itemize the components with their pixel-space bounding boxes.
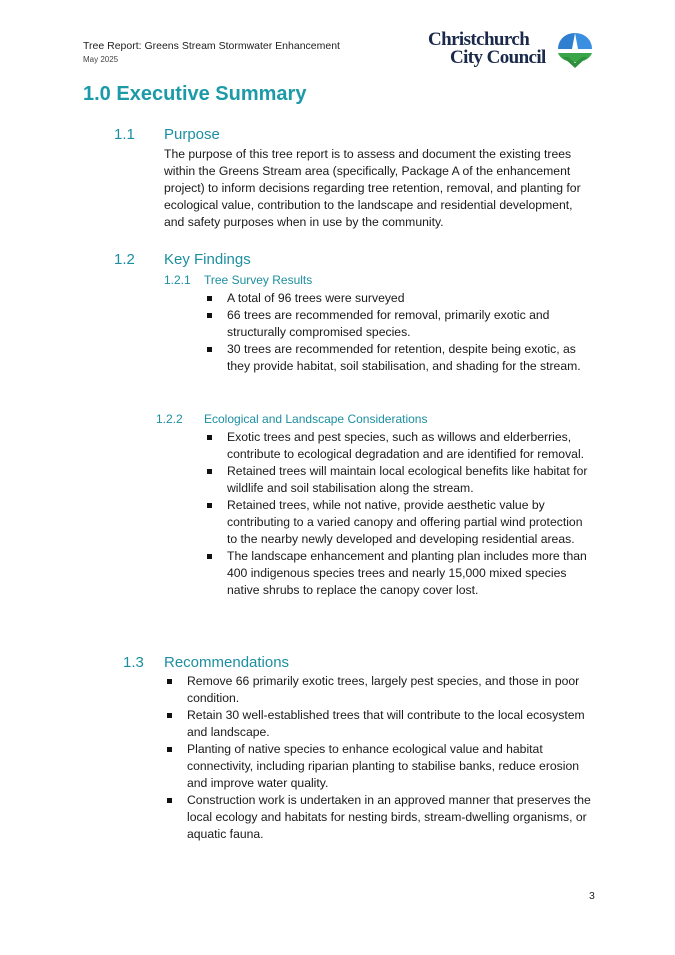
purpose-paragraph: The purpose of this tree report is to assess and document the existing trees within the Greens Stream area (specifically, Package A of the enhancement project) to inform decisions regarding tree retention, removal, and planting for ecological value, contribution to the landscape and residential development, and safety purposes when in use by the community.: [164, 147, 581, 229]
list-item: Exotic trees and pest species, such as willows and elderberries, contribute to ecological degradation and are identified for removal.: [206, 429, 596, 463]
list-item: Retained trees, while not native, provide aesthetic value by contributing to a varied canopy and offering partial wind protection to the nearby newly developed and developing residential areas.: [206, 497, 596, 548]
section-number-1-1: 1.1: [114, 126, 135, 143]
list-item: 66 trees are recommended for removal, primarily exotic and structurally compromised species.: [206, 307, 596, 341]
section-number-1-2: 1.2: [114, 251, 135, 268]
subsection-title-tree-survey: Tree Survey Results: [204, 273, 313, 287]
page-header: [83, 40, 340, 64]
ecological-bullet-list: [206, 429, 596, 599]
list-item: Retained trees will maintain local ecological benefits like habitat for wildlife and soil stabilisation along the stream.: [206, 463, 596, 497]
report-date: May 2025: [83, 55, 119, 64]
list-item: The landscape enhancement and planting plan includes more than 400 indigenous species trees and nearly 15,000 mixed species native shrubs to replace the canopy cover lost.: [206, 548, 596, 599]
list-item: Construction work is undertaken in an approved manner that preserves the local ecology and habitats for nesting birds, stream-dwelling organisms, or aquatic fauna.: [166, 792, 598, 843]
list-item: Retain 30 well-established trees that will contribute to the local ecosystem and landscape.: [166, 707, 598, 741]
section-title-recommendations: Recommendations: [164, 654, 290, 671]
council-logo: [428, 29, 596, 71]
list-item: Remove 66 primarily exotic trees, largely pest species, and those in poor condition.: [166, 673, 598, 707]
section-title-purpose: Purpose: [164, 126, 220, 143]
section-number-1-3: 1.3: [123, 654, 144, 671]
survey-bullet-list: [206, 290, 596, 375]
subsection-title-ecological: Ecological and Landscape Considerations: [204, 412, 428, 426]
subsection-number-1-2-2: 1.2.2: [156, 412, 183, 426]
list-item: A total of 96 trees were surveyed: [206, 290, 596, 307]
cathedral-logo-icon: [555, 30, 595, 70]
page-number: 3: [589, 890, 595, 902]
section-title-key-findings: Key Findings: [164, 251, 251, 268]
list-item: Planting of native species to enhance ecological value and habitat connectivity, including riparian planting to stabilise banks, reduce erosion and improve water quality.: [166, 741, 598, 792]
subsection-number-1-2-1: 1.2.1: [164, 273, 191, 287]
recommendations-bullet-list: [166, 673, 598, 843]
list-item: 30 trees are recommended for retention, despite being exotic, as they provide habitat, soil stabilisation, and shading for the stream.: [206, 341, 596, 375]
section-heading-executive-summary: 1.0 Executive Summary: [83, 83, 307, 105]
logo-text-line1: Christchurch: [428, 29, 530, 50]
report-title: Tree Report: Greens Stream Stormwater Enhancement: [83, 40, 340, 52]
logo-text-line2: City Council: [450, 47, 546, 68]
